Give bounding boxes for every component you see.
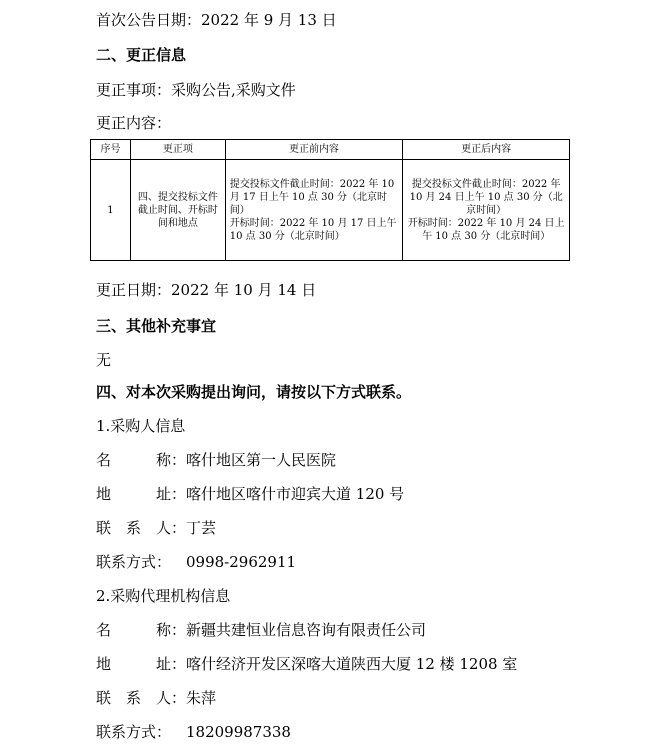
key-part: 名	[96, 451, 112, 469]
key-part: 址：	[155, 485, 186, 503]
first-notice-date: 首次公告日期：2022 年 9 月 13 日	[96, 11, 337, 29]
agency-contact-key	[96, 688, 186, 708]
purchaser-phone-key: 联系方式：	[96, 553, 172, 571]
section-2-title: 二、更正信息	[96, 46, 187, 64]
key-part: 联	[96, 689, 112, 707]
key-part: 址：	[155, 655, 186, 673]
agency-contact-row	[96, 688, 216, 708]
purchaser-name: 喀什地区第一人民医院	[186, 451, 337, 469]
table-row	[91, 160, 570, 261]
correction-content-label: 更正内容：	[96, 114, 172, 132]
purchaser-phone-row	[96, 552, 296, 572]
key-part: 人：	[155, 689, 186, 707]
key-part: 称：	[155, 621, 186, 639]
purchaser-address-row	[96, 484, 404, 504]
cell-no: 1	[91, 160, 131, 261]
agency-address: 喀什经济开发区深喀大道陕西大厦 12 楼 1208 室	[186, 655, 518, 673]
cell-before: 提交投标文件截止时间：2022 年 10 月 17 日上午 10 点 30 分（北京时间） 开标时间：2022 年 10 月 17 日上午 10 点 30 分（北京时间）	[225, 160, 403, 261]
agency-phone-row	[96, 722, 291, 742]
purchaser-contact-row	[96, 518, 216, 538]
key-part: 地	[96, 485, 112, 503]
agency-address-row	[96, 654, 517, 674]
correction-table	[90, 139, 570, 261]
cell-item: 四、提交投标文件截止时间、开标时间和地点	[130, 160, 225, 261]
agency-phone: 18209987338	[186, 723, 291, 741]
purchaser-title: 1.采购人信息	[96, 417, 186, 435]
agency-name-row	[96, 620, 426, 640]
key-part: 系	[125, 519, 141, 537]
purchaser-contact-key	[96, 518, 186, 538]
table-header-row	[91, 140, 570, 160]
header-no: 序号	[91, 140, 131, 160]
agency-address-key	[96, 654, 186, 674]
purchaser-address: 喀什地区喀什市迎宾大道 120 号	[186, 485, 405, 503]
header-after: 更正后内容	[403, 140, 570, 160]
agency-title: 2.采购代理机构信息	[96, 587, 231, 605]
header-item: 更正项	[130, 140, 225, 160]
purchaser-address-key	[96, 484, 186, 504]
purchaser-name-key	[96, 450, 186, 470]
header-before: 更正前内容	[225, 140, 403, 160]
key-part: 称：	[155, 451, 186, 469]
section-4-title: 四、对本次采购提出询问，请按以下方式联系。	[96, 383, 412, 401]
key-part: 人：	[155, 519, 186, 537]
agency-phone-key: 联系方式：	[96, 723, 172, 741]
correction-matter: 更正事项：采购公告,采购文件	[96, 81, 296, 99]
agency-name-key	[96, 620, 186, 640]
purchaser-phone: 0998-2962911	[186, 553, 297, 571]
correction-date: 更正日期：2022 年 10 月 14 日	[96, 281, 317, 299]
agency-contact: 朱萍	[186, 689, 217, 707]
key-part: 系	[125, 689, 141, 707]
section-3-title: 三、其他补充事宜	[96, 317, 217, 335]
purchaser-contact: 丁芸	[186, 519, 217, 537]
section-3-body: 无	[96, 351, 112, 369]
key-part: 联	[96, 519, 112, 537]
agency-name: 新疆共建恒业信息咨询有限责任公司	[186, 621, 427, 639]
key-part: 名	[96, 621, 112, 639]
purchaser-name-row	[96, 450, 336, 470]
key-part: 地	[96, 655, 112, 673]
cell-after: 提交投标文件截止时间：2022 年 10 月 24 日上午 10 点 30 分（北京时间） 开标时间：2022 年 10 月 24 日上午 10 点 30 分（北京时间）	[403, 160, 570, 261]
